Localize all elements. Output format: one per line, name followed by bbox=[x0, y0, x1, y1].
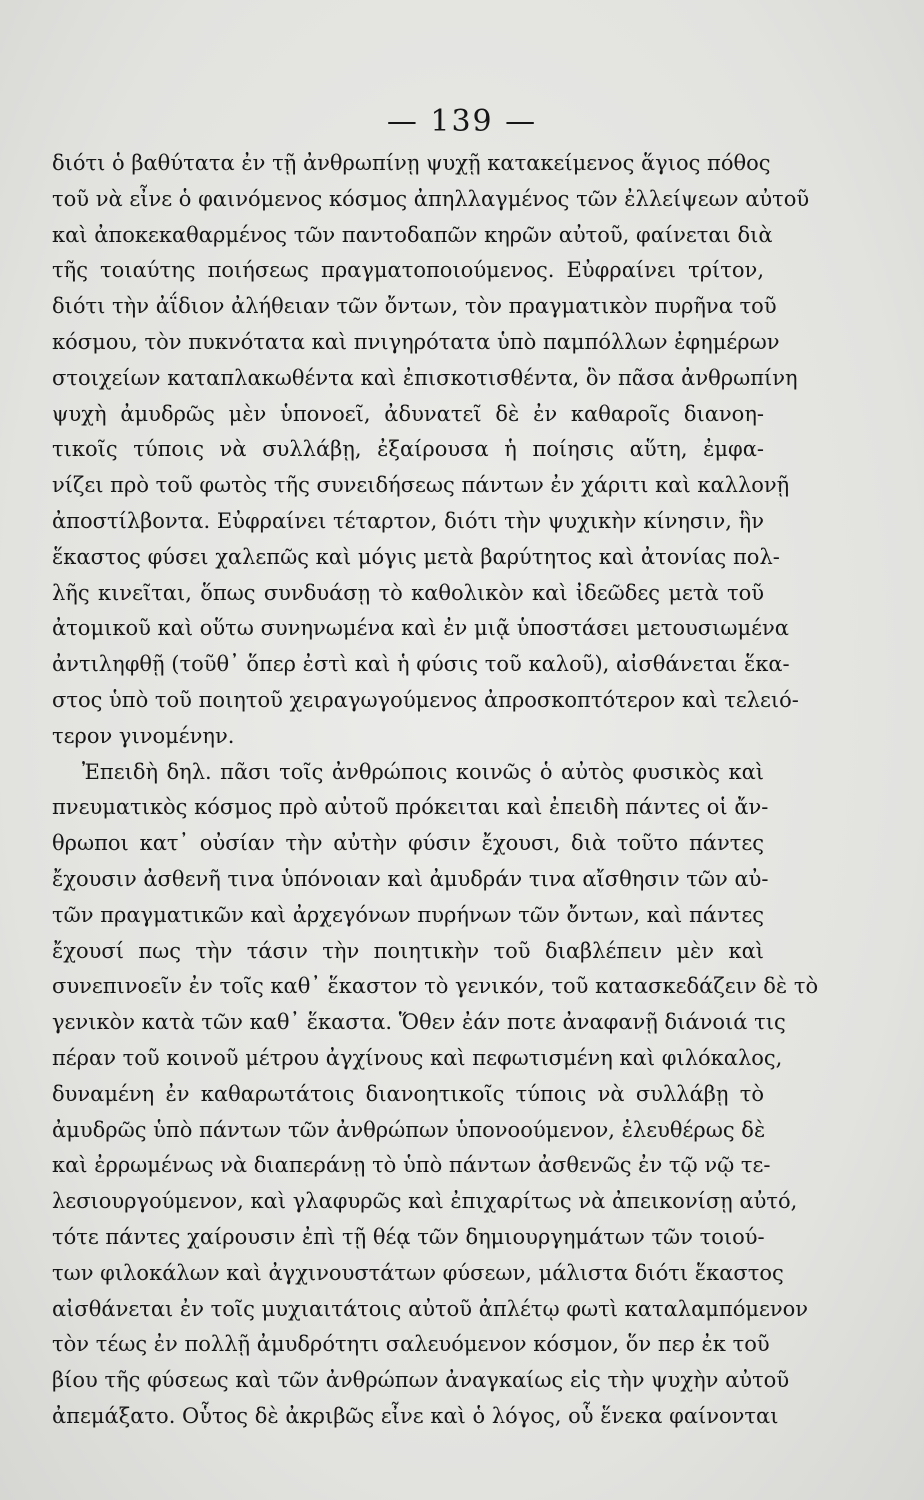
text-line: ἀντιληφθῇ (τοῦθ᾽ ὅπερ ἐστὶ καὶ ἡ φύσις τοῦ καλοῦ), αἰσθάνεται ἕκα- bbox=[52, 652, 790, 677]
text-line: στος ὑπὸ τοῦ ποιητοῦ χειραγωγούμενος ἀπροσκοπτότερον καὶ τελειό- bbox=[52, 687, 799, 712]
text-line: νίζει πρὸ τοῦ φωτὸς τῆς συνειδήσεως πάντων ἐν χάριτι καὶ καλλονῇ bbox=[52, 473, 790, 498]
text-line: κόσμου, τὸν πυκνότατα καὶ πνιγηρότατα ὑπὸ παμπόλλων ἐφημέρων bbox=[52, 329, 780, 354]
text-line: των φιλοκάλων καὶ ἀγχινουστάτων φύσεων, μάλιστα διότι ἕκαστος bbox=[52, 1260, 784, 1285]
text-line: ψυχὴ ἀμυδρῶς μὲν ὑπονοεῖ, ἀδυνατεῖ δὲ ἐν καθαροῖς διανοη- bbox=[52, 401, 764, 426]
text-line: ἕκαστος φύσει χαλεπῶς καὶ μόγις μετὰ βαρύτητος καὶ ἀτονίας πολ- bbox=[52, 544, 780, 569]
page-number: — 139 — bbox=[386, 104, 538, 139]
text-line: λῆς κινεῖται, ὅπως συνδυάσῃ τὸ καθολικὸν καὶ ἰδεῶδες μετὰ τοῦ bbox=[52, 580, 764, 605]
text-line: δυναμένη ἐν καθαρωτάτοις διανοητικοῖς τύποις νὰ συλλάβῃ τὸ bbox=[52, 1081, 764, 1106]
text-line: ἀποστίλβοντα. Εὐφραίνει τέταρτον, διότι τὴν ψυχικὴν κίνησιν, ἣν bbox=[52, 508, 764, 533]
text-line: γενικὸν κατὰ τῶν καθ᾽ ἕκαστα. Ὅθεν ἐάν ποτε ἀναφανῇ διάνοιά τις bbox=[52, 1010, 786, 1035]
text-line: τὸν τέως ἐν πολλῇ ἀμυδρότητι σαλευόμενον κόσμον, ὅν περ ἐκ τοῦ bbox=[52, 1332, 770, 1357]
text-line: ἔχουσί πως τὴν τάσιν τὴν ποιητικὴν τοῦ διαβλέπειν μὲν καὶ bbox=[52, 938, 764, 963]
text-line: ἔχουσιν ἀσθενῆ τινα ὑπόνοιαν καὶ ἀμυδράν τινα αἴσθησιν τῶν αὐ- bbox=[52, 866, 769, 891]
text-line: στοιχείων καταπλακωθέντα καὶ ἐπισκοτισθέντα, ὃν πᾶσα ἀνθρωπίνη bbox=[52, 365, 798, 390]
text-line: διότι ὁ βαθύτατα ἐν τῇ ἀνθρωπίνῃ ψυχῇ κατακείμενος ἅγιος πόθος bbox=[52, 151, 771, 175]
text-line: τερον γινομένην. bbox=[52, 723, 235, 748]
text-line: τῶν πραγματικῶν καὶ ἀρχεγόνων πυρήνων τῶν ὄντων, καὶ πάντες bbox=[52, 902, 764, 927]
text-line: ἀτομικοῦ καὶ οὕτω συνηνωμένα καὶ ἐν μιᾷ ὑποστάσει μετουσιωμένα bbox=[52, 616, 789, 641]
text-line: τικοῖς τύποις νὰ συλλάβῃ, ἐξαίρουσα ἡ ποίησις αὕτη, ἐμφα- bbox=[52, 437, 764, 462]
text-line: πνευματικὸς κόσμος πρὸ αὐτοῦ πρόκειται καὶ ἐπειδὴ πάντες οἱ ἄν- bbox=[52, 795, 769, 820]
text-line: καὶ ἀποκεκαθαρμένος τῶν παντοδαπῶν κηρῶν αὐτοῦ, φαίνεται διὰ bbox=[52, 222, 773, 247]
text-line: πέραν τοῦ κοινοῦ μέτρου ἀγχίνους καὶ πεφωτισμένη καὶ φιλόκαλος, bbox=[52, 1045, 783, 1070]
text-line: θρωποι κατ᾽ οὐσίαν τὴν αὐτὴν φύσιν ἔχουσι, διὰ τοῦτο πάντες bbox=[52, 831, 764, 856]
text-line: Ἐπειδὴ δηλ. πᾶσι τοῖς ἀνθρώποις κοινῶς ὁ αὐτὸς φυσικὸς καὶ bbox=[82, 759, 764, 784]
text-line: καὶ ἐρρωμένως νὰ διαπεράνῃ τὸ ὑπὸ πάντων ἀσθενῶς ἐν τῷ νῷ τε- bbox=[52, 1153, 771, 1178]
text-line: ἀπεμάξατο. Οὗτος δὲ ἀκριβῶς εἶνε καὶ ὁ λόγος, οὗ ἕνεκα φαίνονται bbox=[52, 1403, 779, 1428]
body-text bbox=[52, 146, 819, 1435]
text-line: ἀμυδρῶς ὑπὸ πάντων τῶν ἀνθρώπων ὑπονοούμενον, ἐλευθέρως δὲ bbox=[52, 1117, 766, 1142]
text-line: βίου τῆς φύσεως καὶ τῶν ἀνθρώπων ἀναγκαίως εἰς τὴν ψυχὴν αὐτοῦ bbox=[52, 1368, 790, 1393]
text-line: αἰσθάνεται ἐν τοῖς μυχιαιτάτοις αὐτοῦ ἀπλέτῳ φωτὶ καταλαμπόμενον bbox=[52, 1296, 809, 1321]
text-line: διότι τὴν ἀΐδιον ἀλήθειαν τῶν ὄντων, τὸν πραγματικὸν πυρῆνα τοῦ bbox=[52, 294, 777, 319]
text-line: συνεπινοεῖν ἐν τοῖς καθ᾽ ἕκαστον τὸ γενικόν, τοῦ κατασκεδάζειν δὲ τὸ bbox=[52, 974, 819, 999]
text-line: τότε πάντες χαίρουσιν ἐπὶ τῇ θέᾳ τῶν δημιουργημάτων τῶν τοιού- bbox=[52, 1224, 765, 1249]
text-line: λεσιουργούμενον, καὶ γλαφυρῶς καὶ ἐπιχαρίτως νὰ ἀπεικονίσῃ αὐτό, bbox=[52, 1189, 798, 1214]
text-line: τοῦ νὰ εἶνε ὁ φαινόμενος κόσμος ἀπηλλαγμένος τῶν ἐλλείψεων αὐτοῦ bbox=[52, 186, 810, 211]
text-line: τῆς τοιαύτης ποιήσεως πραγματοποιούμενος. Εὐφραίνει τρίτον, bbox=[52, 258, 764, 283]
